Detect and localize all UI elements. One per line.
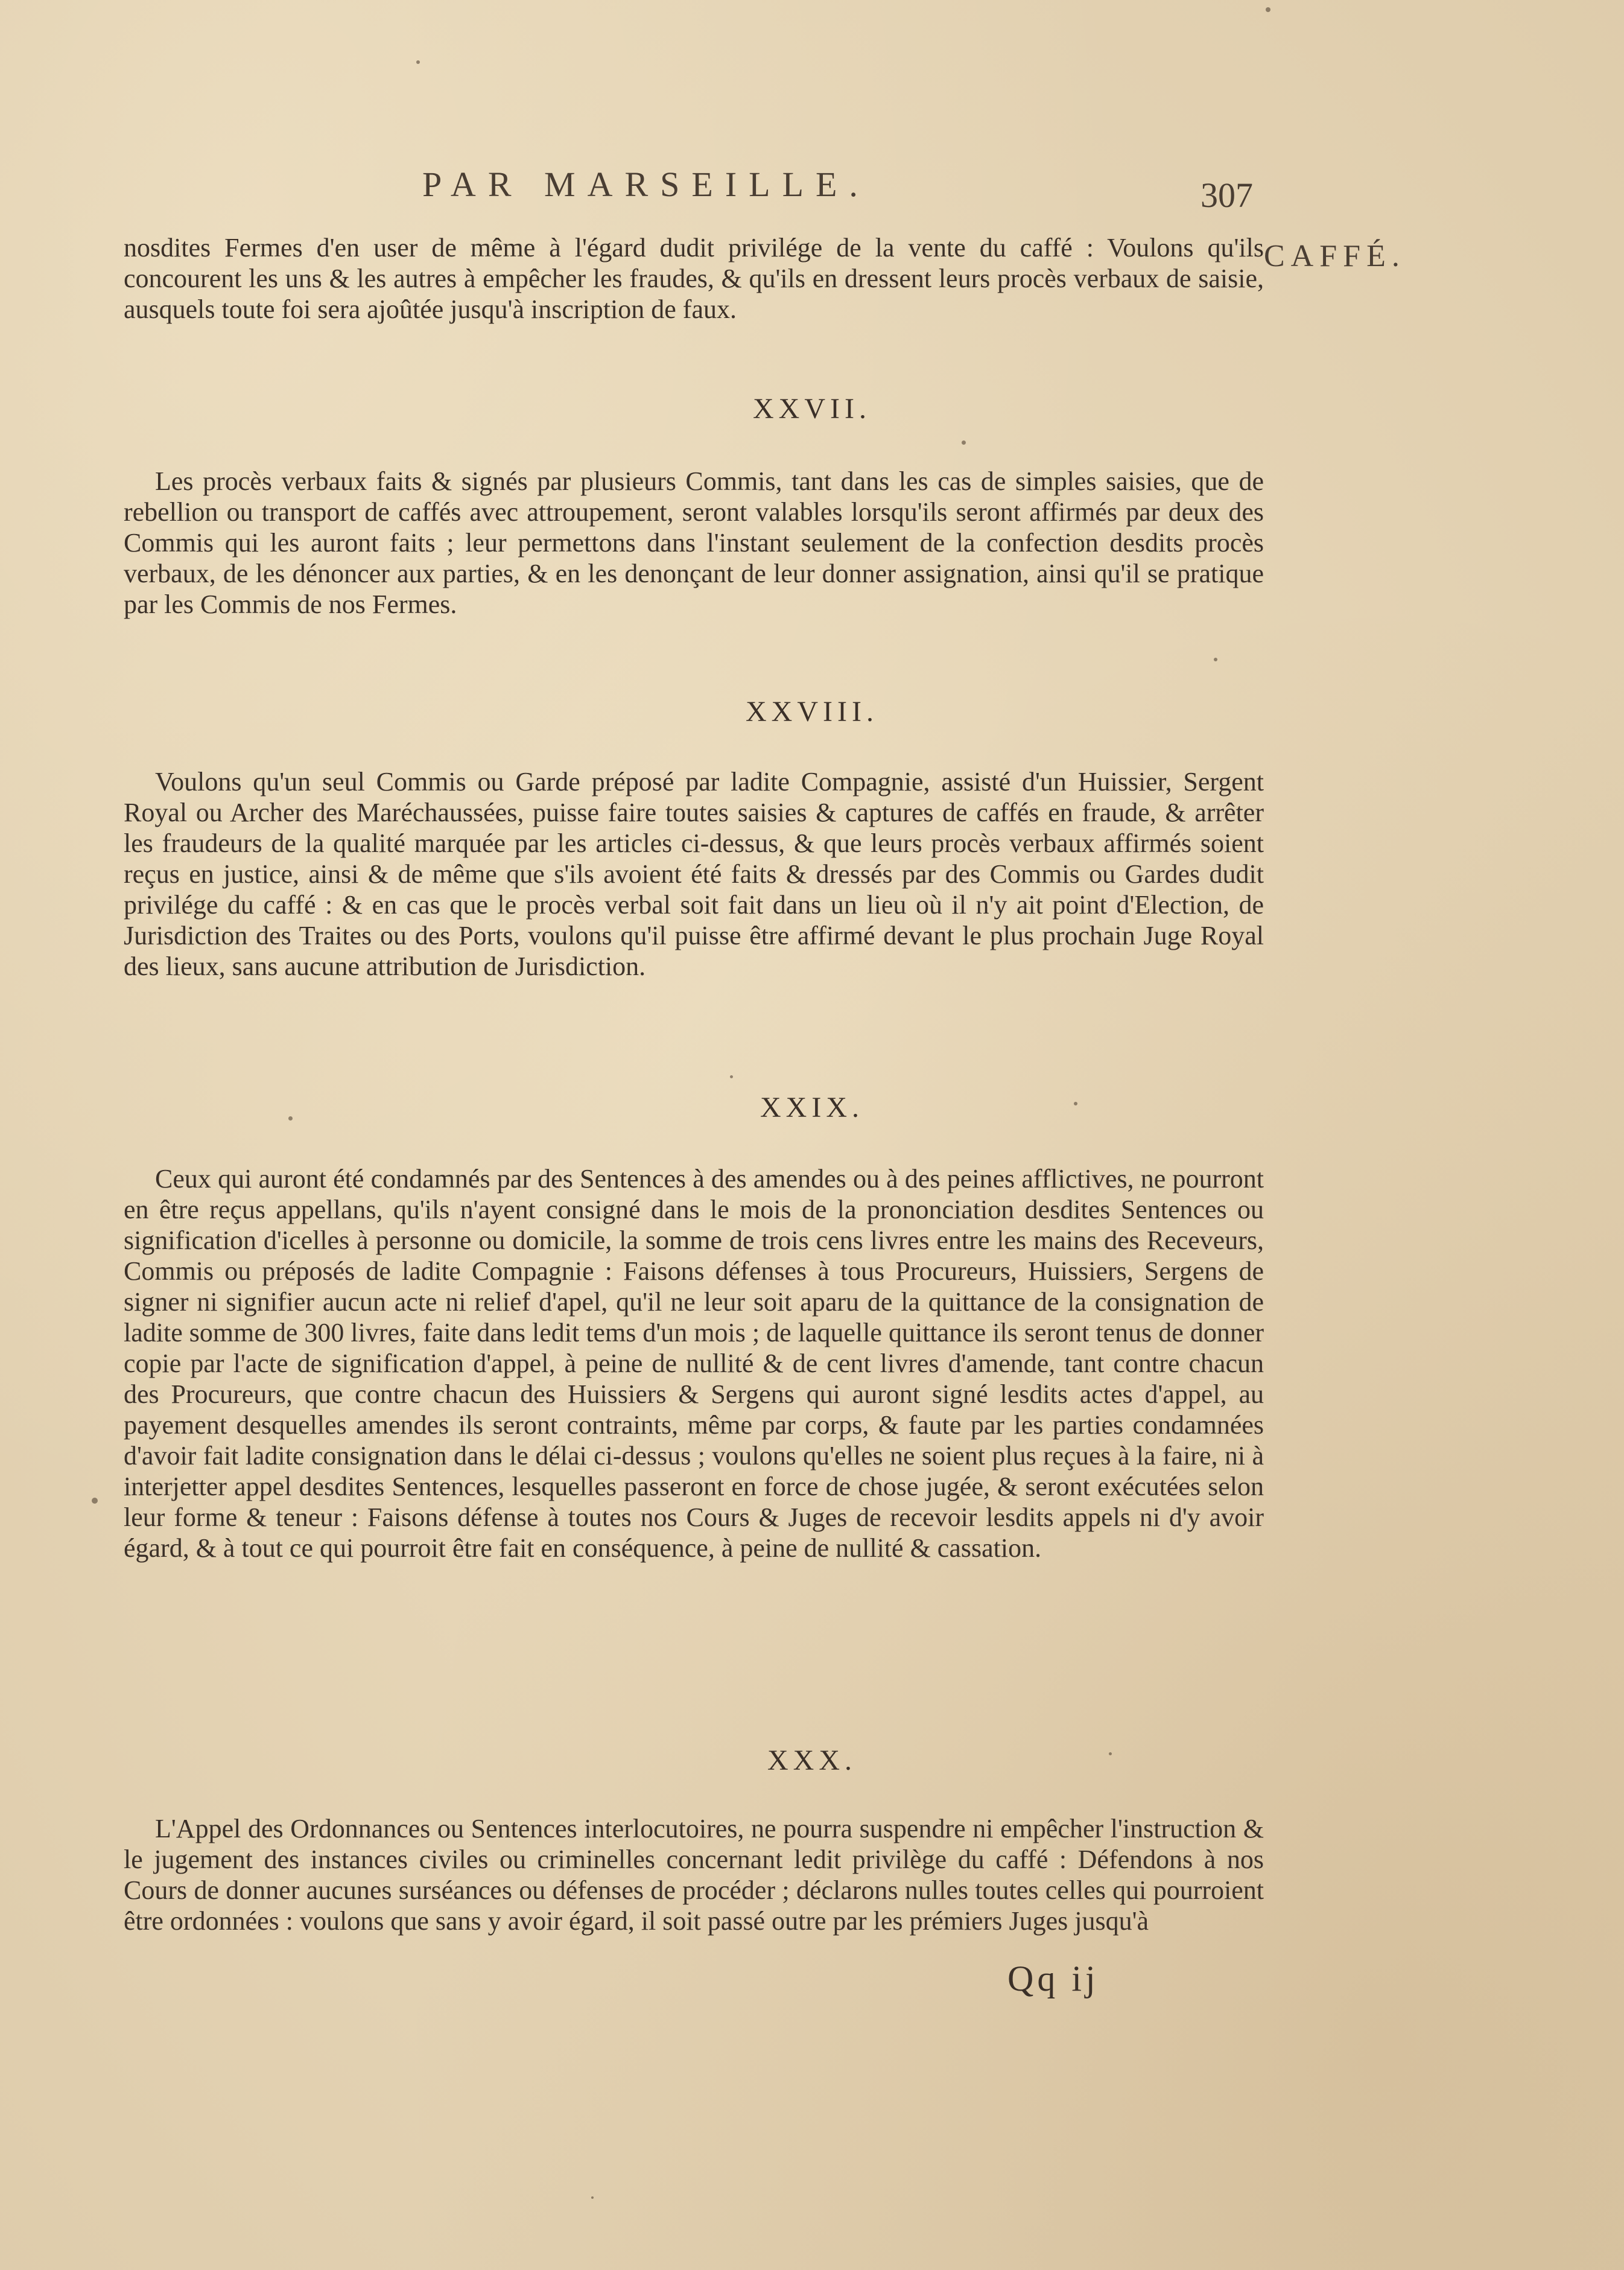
article-xxvii-paragraph bbox=[124, 466, 1264, 620]
article-heading-xxx: XXX. bbox=[767, 1744, 857, 1776]
article-xxx-paragraph bbox=[124, 1813, 1264, 1936]
running-head: PAR MARSEILLE. bbox=[422, 165, 870, 204]
article-xxx-text: L'Appel des Ordonnances ou Sentences interlocutoires, ne pourra suspendre ni empêcher l'instruction & le jugement des instances civiles ou criminelles concernant ledit privilège du caffé : Défendons à nos Cours de donner aucunes surséances ou défenses de procéder ; déclarons nulles toutes celles qui pourroient être ordonnées : voulons que sans y avoir égard, il soit passé outre par les prémiers Juges jusqu'à bbox=[124, 1814, 1264, 1936]
paper-fleck bbox=[962, 440, 966, 445]
signature-mark: Qq ij bbox=[1007, 1959, 1099, 1998]
article-heading-xxix: XXIX. bbox=[760, 1092, 864, 1124]
paper-fleck bbox=[1074, 1102, 1077, 1105]
article-heading-xxviii: XXVIII. bbox=[746, 696, 878, 728]
paper-fleck bbox=[288, 1116, 293, 1121]
paper-fleck bbox=[591, 2196, 594, 2199]
paper-fleck bbox=[730, 1075, 733, 1078]
page-number: 307 bbox=[1201, 176, 1253, 215]
article-xxviii-text: Voulons qu'un seul Commis ou Garde préposé par ladite Compagnie, assisté d'un Huissier, Sergent Royal ou Archer des Maréchaussées, puisse faire toutes saisies & captures de caffés en fraude, & arrêter les fraudeurs de la qualité marquée par les articles ci-dessus, & que leurs procès verbaux affirmés soient reçus en justice, ainsi & de même que s'ils avoient été faits & dressés par des Commis ou Gardes dudit privilége du caffé : & en cas que le procès verbal soit fait dans un lieu où il n'y ait point d'Election, de Jurisdiction des Traites ou des Ports, voulons qu'il puisse être affirmé devant le plus prochain Juge Royal des lieux, sans aucune attribution de Jurisdiction. bbox=[124, 767, 1264, 981]
article-xxix-paragraph bbox=[124, 1163, 1264, 1563]
margin-note: CAFFÉ. bbox=[1264, 239, 1406, 273]
paper-fleck bbox=[1214, 658, 1217, 661]
continuation-text: nosdites Fermes d'en user de même à l'égard dudit privilége de la vente du caffé : Voulons qu'ils concourent les uns & les autres à empêcher les fraudes, & qu'ils en dressent leurs procès verbaux de saisie, ausquels toute foi sera ajoûtée jusqu'à inscription de faux. bbox=[124, 233, 1264, 324]
paper-fleck bbox=[92, 1498, 98, 1504]
paper-fleck bbox=[416, 60, 420, 64]
article-xxix-text: Ceux qui auront été condamnés par des Sentences à des amendes ou à des peines afflictives, ne pourront en être reçus appellans, qu'ils n'ayent consigné dans le mois de la prononciation desdites Sentences ou signification d'icelles à personne ou domicile, la somme de trois cens livres entre les mains des Receveurs, Commis ou préposés de ladite Compagnie : Faisons défenses à tous Procureurs, Huissiers, Sergens de signer ni signifier aucun acte ni relief d'apel, qu'il ne leur soit aparu de la quittance de la consignation de ladite somme de 300 livres, faite dans ledit tems d'un mois ; de laquelle quittance ils seront tenus de donner copie par l'acte de signification d'appel, à peine de nullité & de cent livres d'amende, tant contre chacun des Procureurs, que contre chacun des Huissiers & Sergens qui auront signé lesdits actes d'appel, au payement desquelles amendes ils seront contraints, même par corps, & faute par les parties condamnées d'avoir fait ladite consignation dans le délai ci-dessus ; voulons qu'elles ne soient plus reçues à la faire, ni à interjetter appel desdites Sentences, lesquelles passeront en force de chose jugée, & seront exécutées selon leur forme & teneur : Faisons défense à toutes nos Cours & Juges de recevoir lesdits appels ni d'y avoir égard, & à tout ce qui pourroit être fait en conséquence, à peine de nullité & cassation. bbox=[124, 1164, 1264, 1563]
article-xxvii-text: Les procès verbaux faits & signés par plusieurs Commis, tant dans les cas de simples saisies, que de rebellion ou transport de caffés avec attroupement, seront valables lorsqu'ils seront affirmés par deux des Commis qui les auront faits ; leur permettons dans l'instant seulement de la confection desdits procès verbaux, de les dénoncer aux parties, & en les denonçant de leur donner assignation, ainsi qu'il se pratique par les Commis de nos Fermes. bbox=[124, 466, 1264, 619]
article-heading-xxvii: XXVII. bbox=[753, 393, 871, 425]
article-xxviii-paragraph bbox=[124, 766, 1264, 982]
paper-fleck bbox=[1109, 1752, 1112, 1755]
continuation-paragraph bbox=[124, 232, 1264, 325]
paper-fleck bbox=[1266, 7, 1270, 12]
